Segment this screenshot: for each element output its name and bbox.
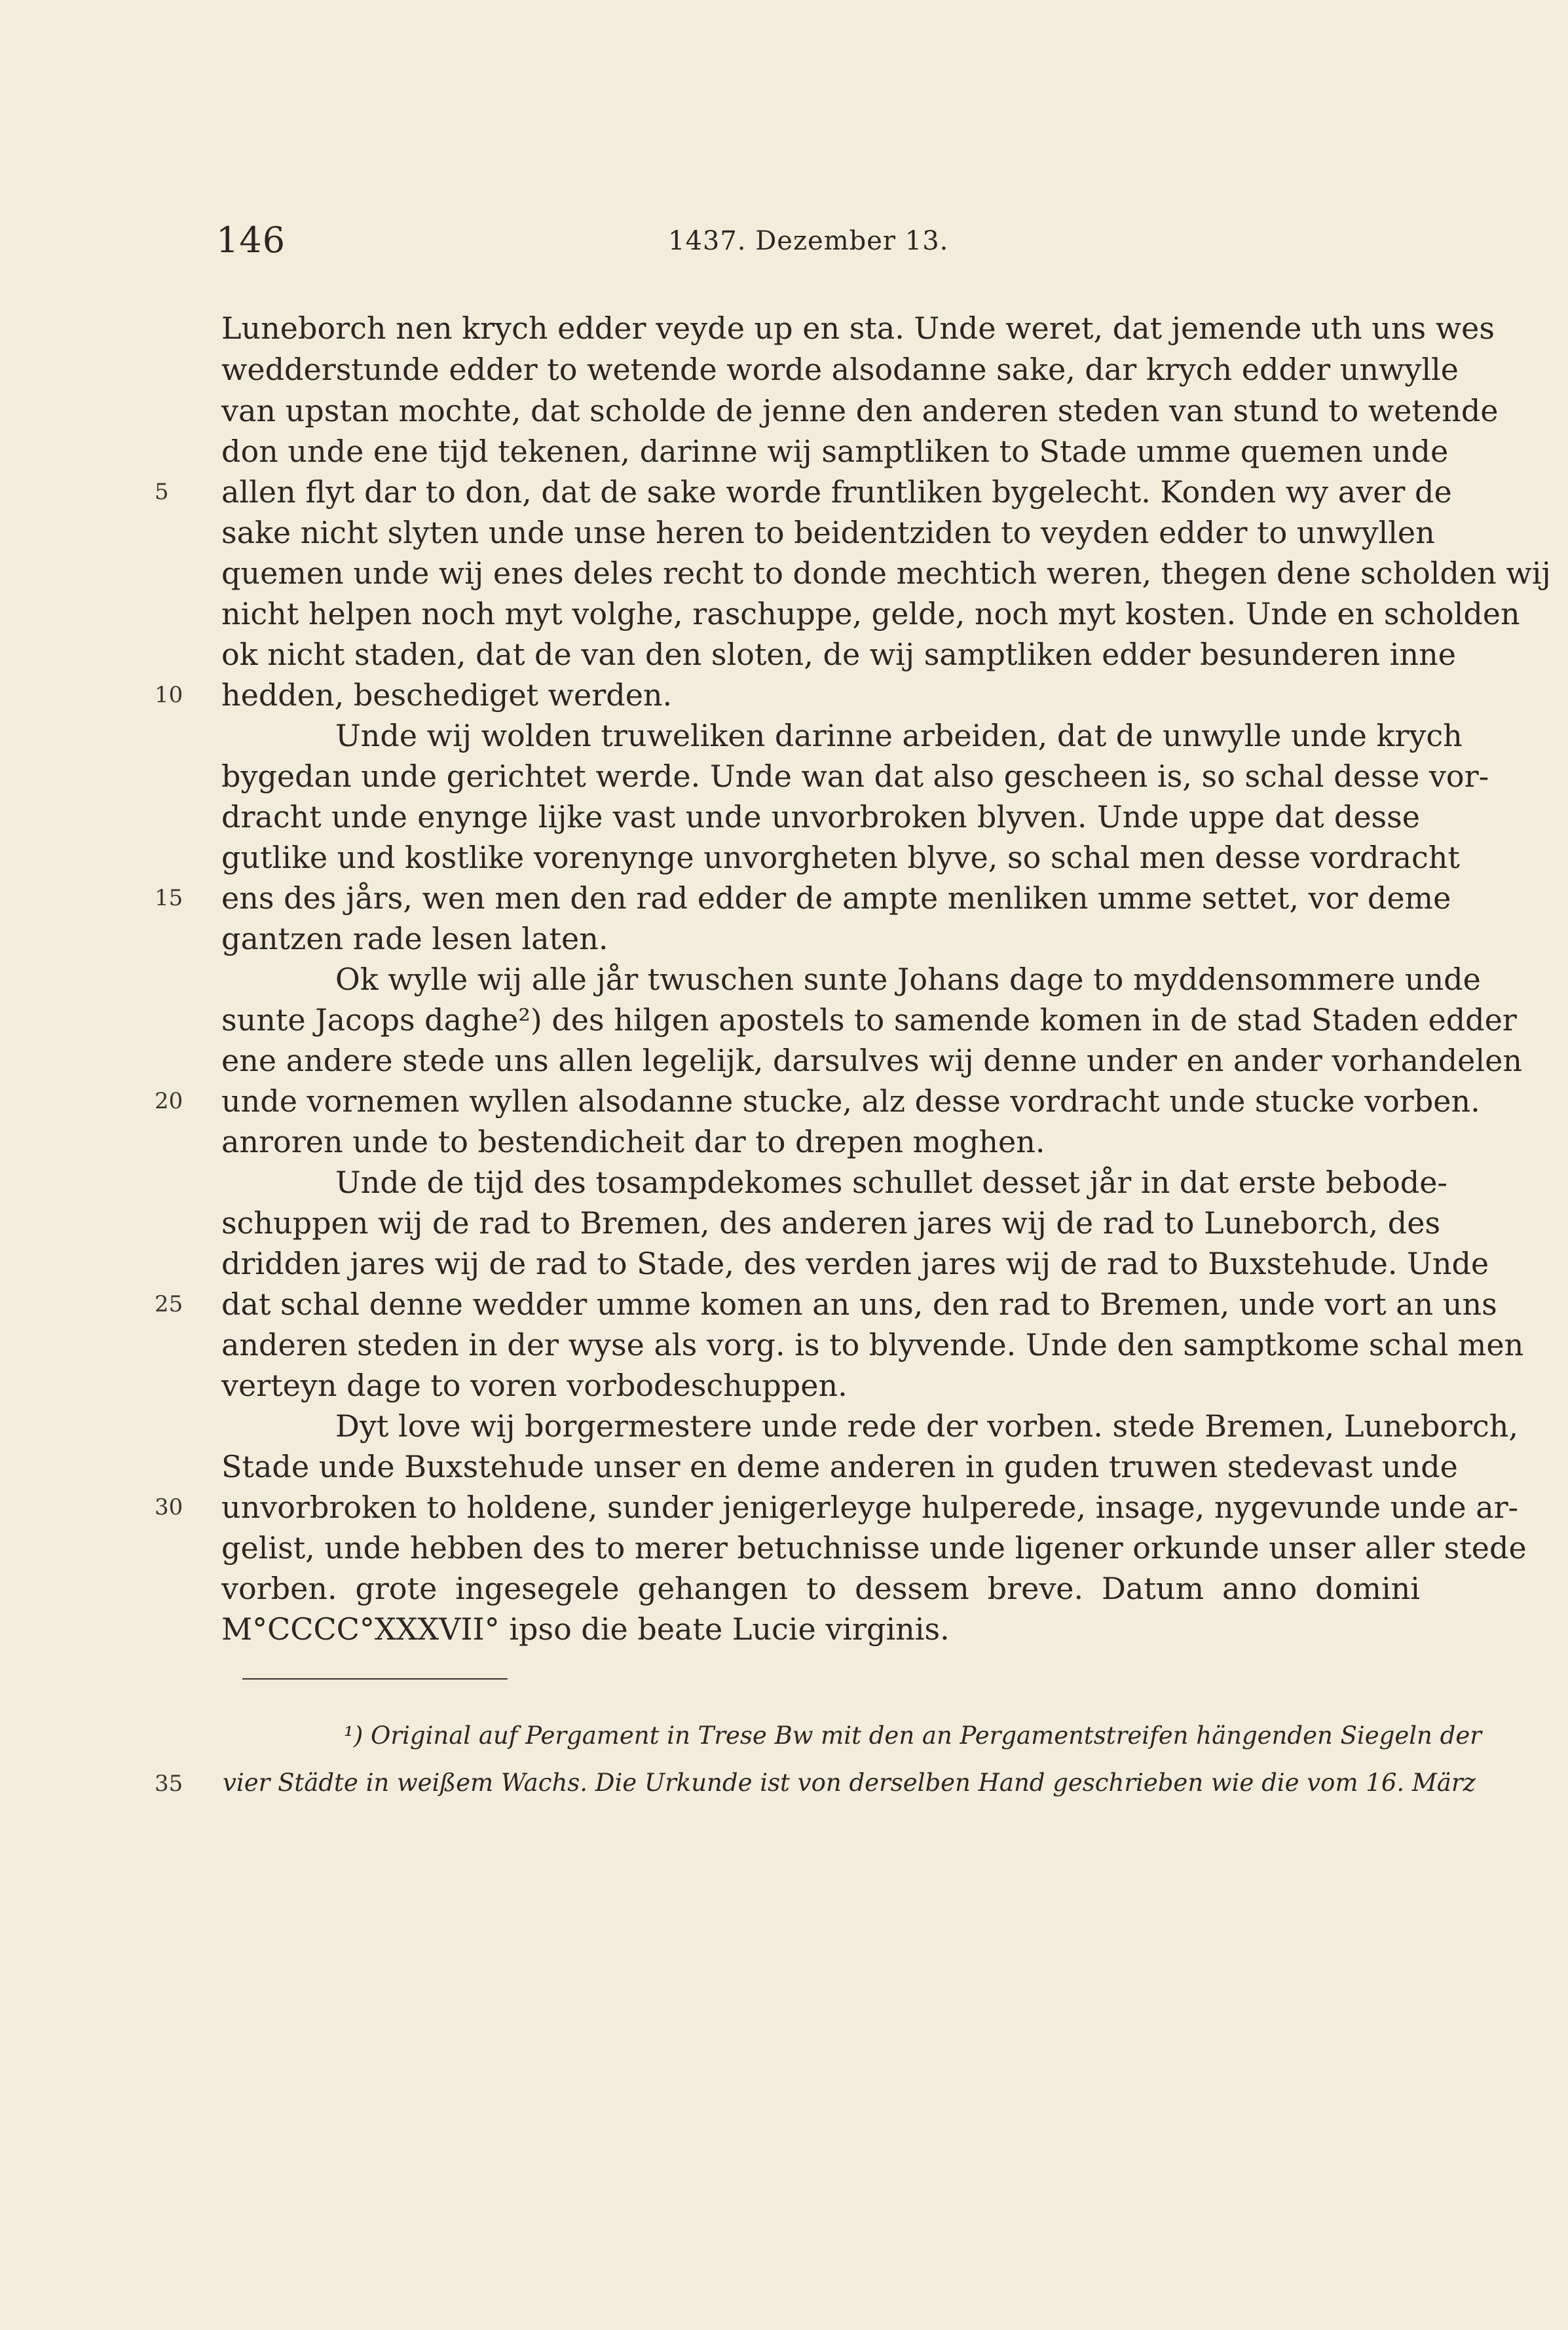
- text-line: hedden, beschediget werden.: [221, 677, 673, 713]
- text-line: dracht unde enynge lijke vast unde unvorbroken blyven. Unde uppe dat desse: [221, 799, 1420, 835]
- text-line: ene andere stede uns allen legelijk, darsulves wij denne under en ander vorhandelen: [221, 1043, 1522, 1078]
- text-line: schuppen wij de rad to Bremen, des anderen jares wij de rad to Luneborch, des: [221, 1205, 1441, 1241]
- text-line: van upstan mochte, dat scholde de jenne den anderen steden van stund to wetende: [221, 393, 1499, 428]
- line-number: 35: [155, 1771, 183, 1797]
- footnote-line: vier Städte in weißem Wachs. Die Urkunde ist von derselben Hand geschrieben wie die vom 16. März: [223, 1769, 1476, 1797]
- footnote-divider: [242, 1678, 508, 1680]
- text-line: unvorbroken to holdene, sunder jenigerleyge hulperede, insage, nygevunde unde ar-: [221, 1490, 1519, 1525]
- text-line: sunte Jacops daghe²) des hilgen apostels to samende komen in de stad Staden edder: [221, 1002, 1517, 1038]
- text-line: ens des jårs, wen men den rad edder de ampte menliken umme settet, vor deme: [221, 880, 1451, 916]
- text-line: gantzen rade lesen laten.: [221, 921, 608, 956]
- text-line: verteyn dage to voren vorbodeschuppen.: [221, 1368, 848, 1403]
- line-number: 20: [155, 1088, 183, 1114]
- text-line: unde vornemen wyllen alsodanne stucke, alz desse vordracht unde stucke vorben.: [221, 1083, 1480, 1119]
- line-number: 10: [155, 682, 183, 708]
- text-line: vorben. grote ingesegele gehangen to dessem breve. Datum anno domini: [221, 1571, 1420, 1606]
- text-line: Unde wij wolden truweliken darinne arbeiden, dat de unwylle unde krych: [335, 718, 1463, 753]
- text-line: allen flyt dar to don, dat de sake worde fruntliken bygelecht. Konden wy aver de: [221, 474, 1452, 510]
- text-line: gutlike und kostlike vorenynge unvorgheten blyve, so schal men desse vordracht: [221, 840, 1460, 875]
- running-title: 1437. Dezember 13.: [668, 226, 949, 256]
- text-line: anroren unde to bestendicheit dar to drepen moghen.: [221, 1124, 1045, 1159]
- text-line: don unde ene tijd tekenen, darinne wij samptliken to Stade umme quemen unde: [221, 434, 1449, 469]
- text-line: gelist, unde hebben des to merer betuchnisse unde ligener orkunde unser aller stede: [221, 1530, 1527, 1566]
- text-line: Ok wylle wij alle jår twuschen sunte Johans dage to myddensommere unde: [335, 962, 1481, 997]
- text-line: ok nicht staden, dat de van den sloten, de wij samptliken edder besunderen inne: [221, 637, 1456, 672]
- text-line: bygedan unde gerichtet werde. Unde wan dat also gescheen is, so schal desse vor-: [221, 759, 1489, 794]
- line-number: 25: [155, 1291, 183, 1317]
- text-line: Luneborch nen krych edder veyde up en sta. Unde weret, dat jemende uth uns wes: [221, 310, 1495, 346]
- text-line: M°CCCC°XXXVII° ipso die beate Lucie virginis.: [221, 1611, 950, 1647]
- text-line: quemen unde wij enes deles recht to donde mechtich weren, thegen dene scholden wij: [221, 555, 1551, 591]
- footnote-line: ¹) Original auf Pergament in Trese Bw mit den an Pergamentstreifen hängenden Siegeln der: [344, 1721, 1482, 1750]
- page-header: [216, 219, 1395, 265]
- text-line: wedderstunde edder to wetende worde alsodanne sake, dar krych edder unwylle: [221, 352, 1459, 387]
- line-number: 15: [155, 885, 183, 911]
- text-line: Unde de tijd des tosampdekomes schullet desset jår in dat erste bebode-: [335, 1165, 1447, 1200]
- text-line: nicht helpen noch myt volghe, raschuppe, gelde, noch myt kosten. Unde en scholden: [221, 596, 1520, 631]
- line-number: 30: [155, 1494, 183, 1520]
- text-line: Dyt love wij borgermestere unde rede der vorben. stede Bremen, Luneborch,: [335, 1408, 1518, 1444]
- line-number: 5: [155, 479, 169, 505]
- text-line: dridden jares wij de rad to Stade, des verden jares wij de rad to Buxstehude. Unde: [221, 1246, 1489, 1281]
- text-line: anderen steden in der wyse als vorg. is to blyvende. Unde den samptkome schal men: [221, 1327, 1524, 1362]
- text-line: sake nicht slyten unde unse heren to beidentziden to veyden edder to unwyllen: [221, 515, 1435, 550]
- text-line: dat schal denne wedder umme komen an uns, den rad to Bremen, unde vort an uns: [221, 1287, 1497, 1322]
- text-line: Stade unde Buxstehude unser en deme anderen in guden truwen stedevast unde: [221, 1449, 1458, 1484]
- page-number: 146: [216, 219, 286, 261]
